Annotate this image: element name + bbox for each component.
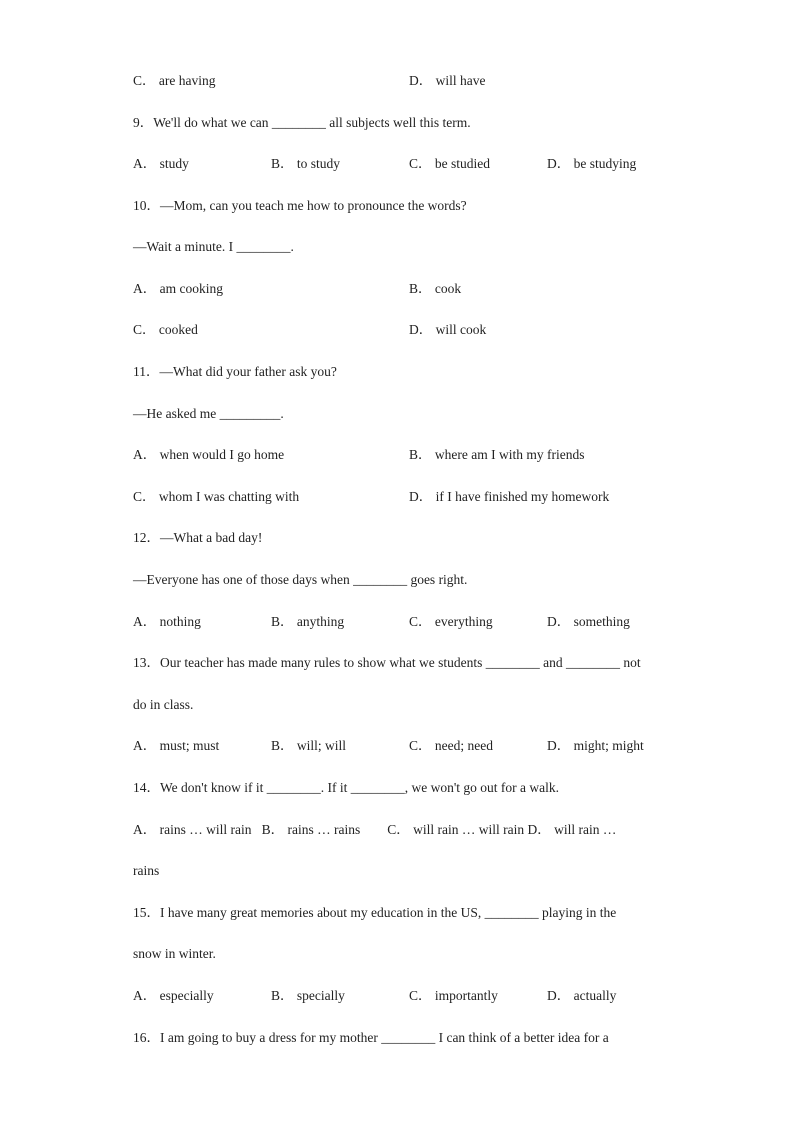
q12-option-c[interactable]: C． everything	[409, 614, 493, 629]
q12-option-a[interactable]: A． nothing	[133, 614, 201, 629]
q12-option-d[interactable]: D． something	[547, 614, 630, 629]
q12-option-b[interactable]: B． anything	[271, 614, 345, 629]
question-11-reply: —He asked me _________.	[133, 406, 284, 421]
q15-option-b[interactable]: B． specially	[271, 988, 345, 1003]
q10-option-a[interactable]: A． am cooking	[133, 281, 223, 296]
q9-option-a[interactable]: A． study	[133, 156, 189, 171]
question-12-reply: —Everyone has one of those days when ________ goes right.	[133, 572, 468, 587]
question-15-continued: snow in winter.	[133, 946, 216, 961]
q10-option-c[interactable]: C． cooked	[133, 322, 198, 337]
q11-option-b[interactable]: B． where am I with my friends	[409, 447, 585, 462]
question-12: 12．—What a bad day!	[133, 530, 263, 545]
q8-option-d[interactable]: D． will have	[409, 73, 486, 88]
q10-option-d[interactable]: D． will cook	[409, 322, 487, 337]
q13-option-a[interactable]: A． must; must	[133, 738, 220, 753]
q8-option-c[interactable]: C． are having	[133, 73, 216, 88]
question-13: 13．Our teacher has made many rules to show what we students ________ and ________ not	[133, 655, 641, 670]
q9-option-b[interactable]: B． to study	[271, 156, 341, 171]
q13-option-d[interactable]: D． might; might	[547, 738, 644, 753]
question-10: 10．—Mom, can you teach me how to pronounce the words?	[133, 198, 467, 213]
q14-options-continued: rains	[133, 863, 160, 878]
q11-option-d[interactable]: D． if I have finished my homework	[409, 489, 610, 504]
q13-option-c[interactable]: C． need; need	[409, 738, 493, 753]
question-14: 14．We don't know if it ________. If it ________, we won't go out for a walk.	[133, 780, 559, 795]
q13-option-b[interactable]: B． will; will	[271, 738, 347, 753]
q10-option-b[interactable]: B． cook	[409, 281, 462, 296]
q15-option-a[interactable]: A． especially	[133, 988, 214, 1003]
question-11: 11．—What did your father ask you?	[133, 364, 337, 379]
question-10-reply: —Wait a minute. I ________.	[133, 239, 294, 254]
q9-option-c[interactable]: C． be studied	[409, 156, 490, 171]
question-9: 9．We'll do what we can ________ all subjects well this term.	[133, 115, 471, 130]
q14-options[interactable]: A． rains … will rain B． rains … rains C． will rain … will rain D． will rain …	[133, 822, 617, 837]
q15-option-c[interactable]: C． importantly	[409, 988, 498, 1003]
q11-option-a[interactable]: A． when would I go home	[133, 447, 285, 462]
question-16: 16．I am going to buy a dress for my mother ________ I can think of a better idea for a	[133, 1030, 609, 1045]
q9-option-d[interactable]: D． be studying	[547, 156, 637, 171]
q15-option-d[interactable]: D． actually	[547, 988, 617, 1003]
q11-option-c[interactable]: C． whom I was chatting with	[133, 489, 300, 504]
question-13-continued: do in class.	[133, 697, 194, 712]
question-15: 15．I have many great memories about my education in the US, ________ playing in the	[133, 905, 617, 920]
